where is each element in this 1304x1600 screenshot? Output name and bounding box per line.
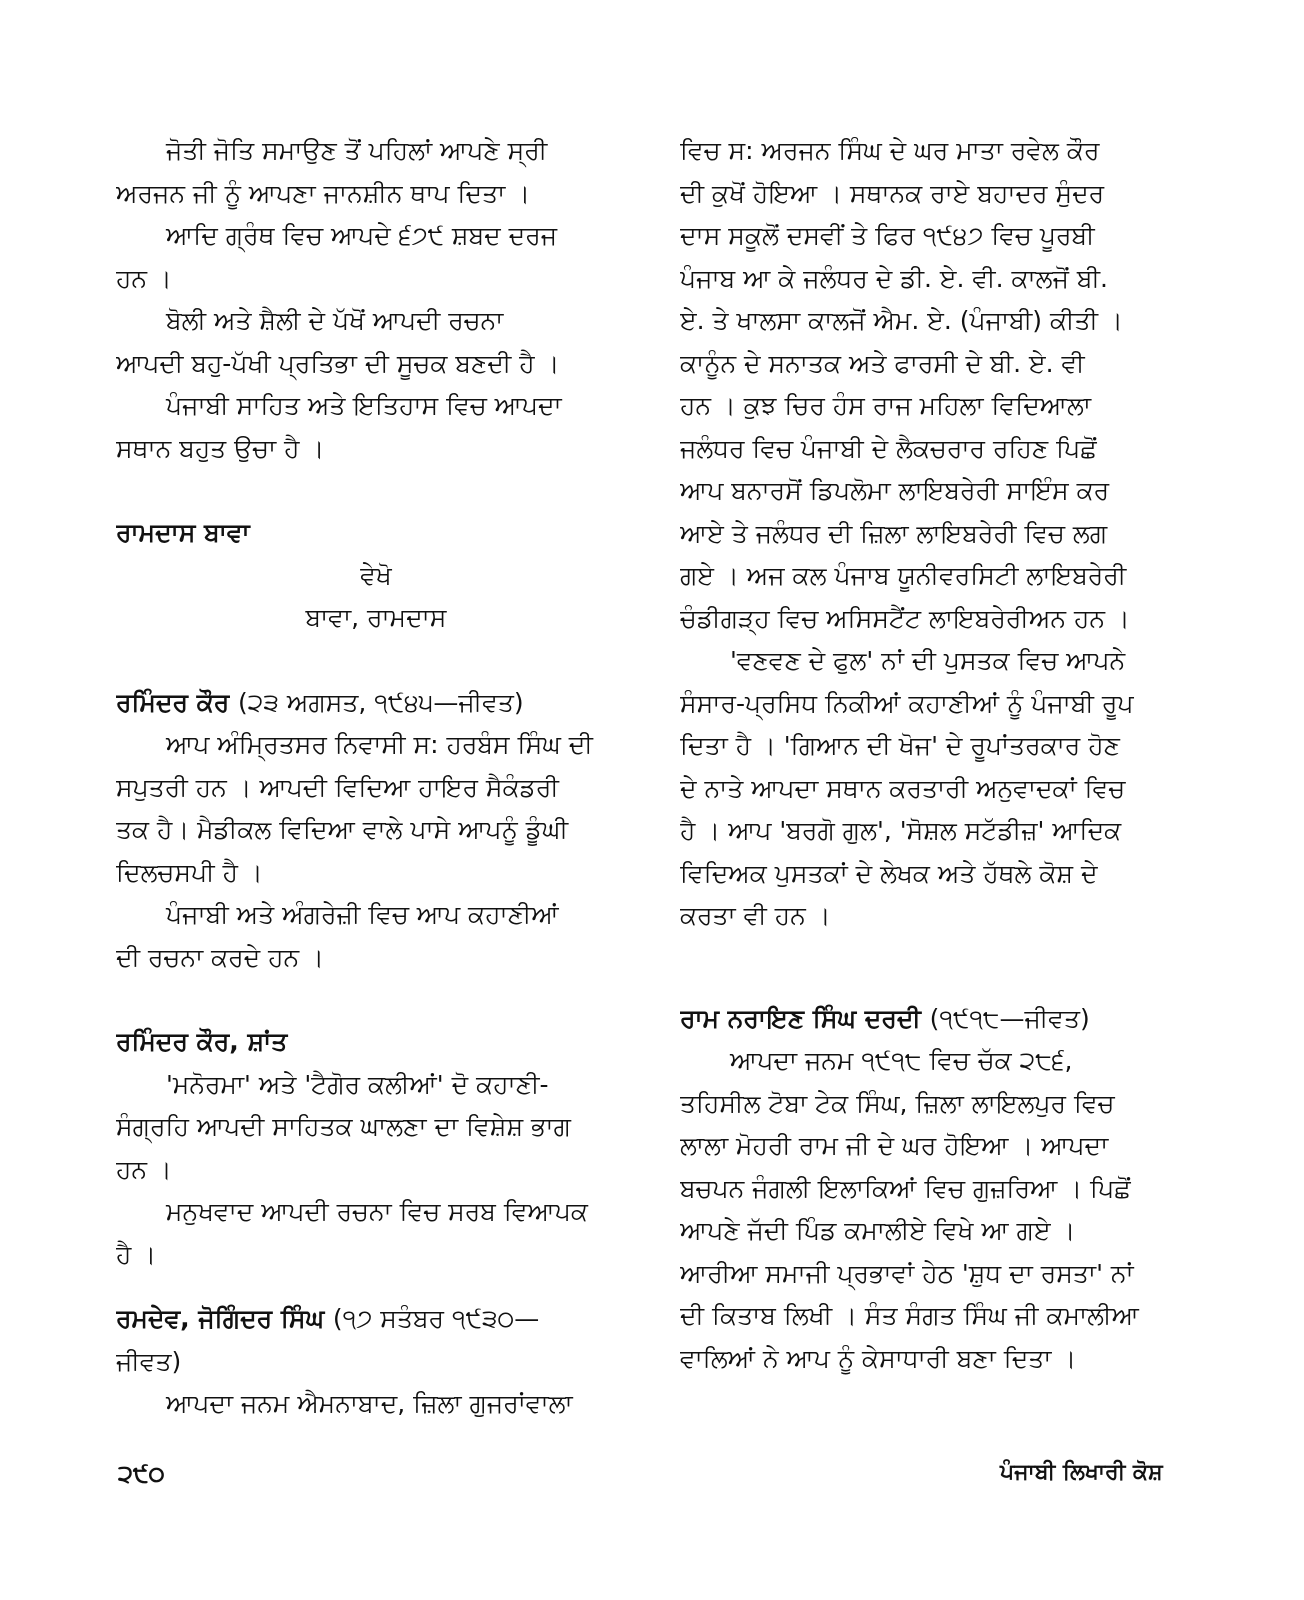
text-line: ਜਲੰਧਰ ਵਿਚ ਪੰਜਾਬੀ ਦੇ ਲੈਕਚਰਾਰ ਰਹਿਣ ਪਿਛੋਂ (680, 433, 1097, 463)
entry-ram-narain-singh-dardi (680, 998, 1200, 1381)
text-line: ਵਿਦਿਅਕ ਪੁਸਤਕਾਂ ਦੇ ਲੇਖਕ ਅਤੇ ਹੱਥਲੇ ਕੋਸ਼ ਦੇ (680, 858, 1098, 888)
text-line: ਜੋਤੀ ਜੋਤਿ ਸਮਾਉਣ ਤੋਂ ਪਹਿਲਾਂ ਆਪਣੇ ਸ੍ਰੀ (166, 136, 548, 165)
left-column (116, 130, 636, 1426)
text-line: ਹੈ । ਆਪ 'ਬਰਗੋ ਗੁਲ', 'ਸੋਸ਼ਲ ਸਟੱਡੀਜ਼' ਆਦਿਕ (680, 816, 1122, 845)
text-line: ਚੰਡੀਗੜ੍ਹ ਵਿਚ ਅਸਿਸਟੈਂਟ ਲਾਇਬਰੇਰੀਅਨ ਹਨ । (680, 603, 1130, 633)
text-line: ਆਪਦਾ ਜਨਮ ੧੯੧੮ ਵਿਚ ਚੱਕ ੨੮੬, (730, 1046, 1073, 1075)
entry-name: ਰਾਮ ਨਰਾਇਣ ਸਿੰਘ ਦਰਦੀ (680, 1003, 921, 1033)
text-line: ਆਏ ਤੇ ਜਲੰਧਰ ਦੀ ਜ਼ਿਲਾ ਲਾਇਬਰੇਰੀ ਵਿਚ ਲਗ (680, 518, 1108, 548)
text-line: ਅਰਜਨ ਜੀ ਨੂੰ ਆਪਣਾ ਜਾਨਸ਼ੀਨ ਥਾਪ ਦਿਤਾ । (116, 178, 531, 208)
text-line: ਦੀ ਰਚਨਾ ਕਰਦੇ ਹਨ । (116, 942, 324, 972)
text-line: 'ਮਨੋਰਮਾ' ਅਤੇ 'ਟੈਗੋਰ ਕਲੀਆਂ' ਦੋ ਕਹਾਣੀ- (166, 1069, 549, 1099)
text-line: ਸੰਸਾਰ-ਪ੍ਰਸਿਧ ਨਿਕੀਆਂ ਕਹਾਣੀਆਂ ਨੂੰ ਪੰਜਾਬੀ ਰੂਪ (680, 688, 1134, 718)
entry-raminder-kaur (116, 682, 636, 980)
entry-heading (116, 682, 636, 725)
text-line: ਹਨ । (116, 1154, 172, 1184)
text-line: ਹਨ । ਕੁਝ ਚਿਰ ਹੰਸ ਰਾਜ ਮਹਿਲਾ ਵਿਦਿਆਲਾ (680, 391, 1092, 420)
continued-paragraph (680, 130, 1200, 640)
text-line: ਪੰਜਾਬੀ ਅਤੇ ਅੰਗਰੇਜ਼ੀ ਵਿਚ ਆਪ ਕਹਾਣੀਆਂ (166, 900, 559, 929)
text-line: ਤਕ ਹੈ। ਮੈਡੀਕਲ ਵਿਦਿਆ ਵਾਲੇ ਪਾਸੇ ਆਪਨੂੰ ਡੂੰਘੀ (116, 815, 569, 844)
see-target: ਬਾਵਾ, ਰਾਮਦਾਸ (305, 603, 447, 632)
text-line: ਹੈ । (116, 1239, 157, 1269)
text-line: ਪੰਜਾਬ ਆ ਕੇ ਜਲੰਧਰ ਦੇ ਡੀ. ਏ. ਵੀ. ਕਾਲਜੋਂ ਬੀ. (680, 263, 1108, 293)
text-line: ਦਾਸ ਸਕੂਲੋਂ ਦਸਵੀਂ ਤੇ ਫਿਰ ੧੯੪੭ ਵਿਚ ਪੂਰਬੀ (680, 221, 1095, 250)
text-line: ਪੰਜਾਬੀ ਸਾਹਿਤ ਅਤੇ ਇਤਿਹਾਸ ਵਿਚ ਆਪਦਾ (166, 391, 562, 420)
book-title: ਪੰਜਾਬੀ ਲਿਖਾਰੀ ਕੋਸ਼ (1000, 1460, 1163, 1485)
text-line: ਆਪ ਬਨਾਰਸੋਂ ਡਿਪਲੋਮਾ ਲਾਇਬਰੇਰੀ ਸਾਇੰਸ ਕਰ (680, 476, 1110, 505)
text-line: ਦਿਤਾ ਹੈ । 'ਗਿਆਨ ਦੀ ਖੋਜ' ਦੇ ਰੂਪਾਂਤਰਕਾਰ ਹੋਣ (680, 731, 1120, 760)
text-line: ਬਚਪਨ ਜੰਗਲੀ ਇਲਾਕਿਆਂ ਵਿਚ ਗੁਜ਼ਰਿਆ । ਪਿਛੋਂ (680, 1173, 1131, 1203)
text-line: ਆਰੀਆ ਸਮਾਜੀ ਪ੍ਰਭਾਵਾਂ ਹੇਠ 'ਸ਼ੁਧ ਦਾ ਰਸਤਾ' ਨਾਂ (680, 1258, 1134, 1288)
text-line: ਸੰਗ੍ਰਹਿ ਆਪਦੀ ਸਾਹਿਤਕ ਘਾਲਣਾ ਦਾ ਵਿਸ਼ੇਸ਼ ਭਾਗ (116, 1112, 571, 1141)
text-line: ਮਨੁਖਵਾਦ ਆਪਦੀ ਰਚਨਾ ਵਿਚ ਸਰਬ ਵਿਆਪਕ (166, 1197, 588, 1226)
entry-dates: (੨੩ ਅਗਸਤ, ੧੯੪੫—ਜੀਵਤ) (238, 687, 524, 717)
text-line: 'ਵਣਵਣ ਦੇ ਫੁਲ' ਨਾਂ ਦੀ ਪੁਸਤਕ ਵਿਚ ਆਪਨੇ (730, 646, 1126, 675)
entry-dates: (੧੭ ਸਤੰਬਰ ੧੯੩੦— (332, 1304, 540, 1333)
text-line: ਆਪਦਾ ਜਨਮ ਐਮਨਾਬਾਦ, ਜ਼ਿਲਾ ਗੁਜਰਾਂਵਾਲਾ (166, 1389, 573, 1418)
text-line: ਆਪ ਅੰਮ੍ਰਿਤਸਰ ਨਿਵਾਸੀ ਸ: ਹਰਬੰਸ ਸਿੰਘ ਦੀ (166, 730, 593, 759)
text-line: ਆਪਦੀ ਬਹੁ-ਪੱਖੀ ਪ੍ਰਤਿਭਾ ਦੀ ਸੂਚਕ ਬਣਦੀ ਹੈ । (116, 348, 560, 378)
text-line: ਆਪਣੇ ਜੱਦੀ ਪਿੰਡ ਕਮਾਲੀਏ ਵਿਖੇ ਆ ਗਏ । (680, 1216, 1076, 1245)
text-line: ਦੇ ਨਾਤੇ ਆਪਦਾ ਸਥਾਨ ਕਰਤਾਰੀ ਅਨੁਵਾਦਕਾਂ ਵਿਚ (680, 773, 1126, 803)
entry-raminder-kaur-shant (116, 1021, 636, 1276)
spacer (116, 640, 636, 682)
entry-heading: ਰਮਿੰਦਰ ਕੌਰ, ਸ਼ਾਂਤ (116, 1027, 288, 1056)
text-line: ਕਾਨੂੰਨ ਦੇ ਸਨਾਤਕ ਅਤੇ ਫਾਰਸੀ ਦੇ ਬੀ. ਏ. ਵੀ (680, 348, 1085, 378)
entry-name: ਰਮਦੇਵ, ਜੋਗਿੰਦਰ ਸਿੰਘ (116, 1304, 325, 1333)
text-line: ਤਹਿਸੀਲ ਟੋਬਾ ਟੇਕ ਸਿੰਘ, ਜ਼ਿਲਾ ਲਾਇਲਪੁਰ ਵਿਚ (680, 1088, 1115, 1118)
entry-heading (680, 998, 1200, 1041)
text-line: ਦਿਲਚਸਪੀ ਹੈ । (116, 857, 263, 887)
entry-dates-continued: ਜੀਵਤ) (116, 1346, 182, 1376)
text-line: ਲਾਲਾ ਮੋਹਰੀ ਰਾਮ ਜੀ ਦੇ ਘਰ ਹੋਇਆ । ਆਪਦਾ (680, 1131, 1109, 1160)
text-line: ਸਪੁਤਰੀ ਹਨ । ਆਪਦੀ ਵਿਦਿਆ ਹਾਇਰ ਸੈਕੰਡਰੀ (116, 772, 559, 802)
text-line: ਆਦਿ ਗ੍ਰੰਥ ਵਿਚ ਆਪਦੇ ੬੭੯ ਸ਼ਬਦ ਦਰਜ (166, 221, 558, 250)
text-line: ਵਾਲਿਆਂ ਨੇ ਆਪ ਨੂੰ ਕੇਸਾਧਾਰੀ ਬਣਾ ਦਿਤਾ । (680, 1343, 1077, 1373)
entry-dates: (੧੯੧੮—ਜੀਵਤ) (929, 1003, 1090, 1033)
text-line: ਗਏ । ਅਜ ਕਲ ਪੰਜਾਬ ਯੂਨੀਵਰਸਿਟੀ ਲਾਇਬਰੇਰੀ (680, 561, 1127, 590)
spacer (116, 1276, 636, 1298)
entry-heading: ਰਾਮਦਾਸ ਬਾਵਾ (116, 518, 250, 547)
text-line: ਏ. ਤੇ ਖਾਲਸਾ ਕਾਲਜੋਂ ਐਮ. ਏ. (ਪੰਜਾਬੀ) ਕੀਤੀ । (680, 306, 1123, 335)
entry-ramdev-joginder-singh (116, 1298, 636, 1426)
text-line: ਦੀ ਕੁਖੋਂ ਹੋਇਆ । ਸਥਾਨਕ ਰਾਏ ਬਹਾਦਰ ਸੁੰਦਰ (680, 178, 1105, 208)
spacer (116, 470, 636, 512)
spacer (116, 979, 636, 1021)
spacer (680, 938, 1200, 998)
intro-paragraph (116, 130, 636, 470)
see-label: ਵੇਖੋ (360, 560, 392, 590)
paragraph-books (680, 640, 1200, 938)
entry-heading (116, 1298, 636, 1341)
text-line: ਸਥਾਨ ਬਹੁਤ ਉਚਾ ਹੈ । (116, 433, 325, 463)
text-line: ਕਰਤਾ ਵੀ ਹਨ । (680, 901, 831, 930)
text-line: ਵਿਚ ਸ: ਅਰਜਨ ਸਿੰਘ ਦੇ ਘਰ ਮਾਤਾ ਰਵੇਲ ਕੌਰ (680, 136, 1100, 165)
text-line: ਹਨ । (116, 263, 172, 293)
entry-name: ਰਮਿੰਦਰ ਕੌਰ (116, 687, 230, 717)
text-line: ਬੋਲੀ ਅਤੇ ਸ਼ੈਲੀ ਦੇ ਪੱਖੋਂ ਆਪਦੀ ਰਚਨਾ (166, 306, 504, 335)
text-line: ਦੀ ਕਿਤਾਬ ਲਿਖੀ । ਸੰਤ ਸੰਗਤ ਸਿੰਘ ਜੀ ਕਮਾਲੀਆ (680, 1301, 1139, 1330)
page-number: ੨੯੦ (118, 1460, 165, 1488)
entry-ramdas-bawa (116, 512, 636, 640)
right-column (680, 130, 1200, 1380)
